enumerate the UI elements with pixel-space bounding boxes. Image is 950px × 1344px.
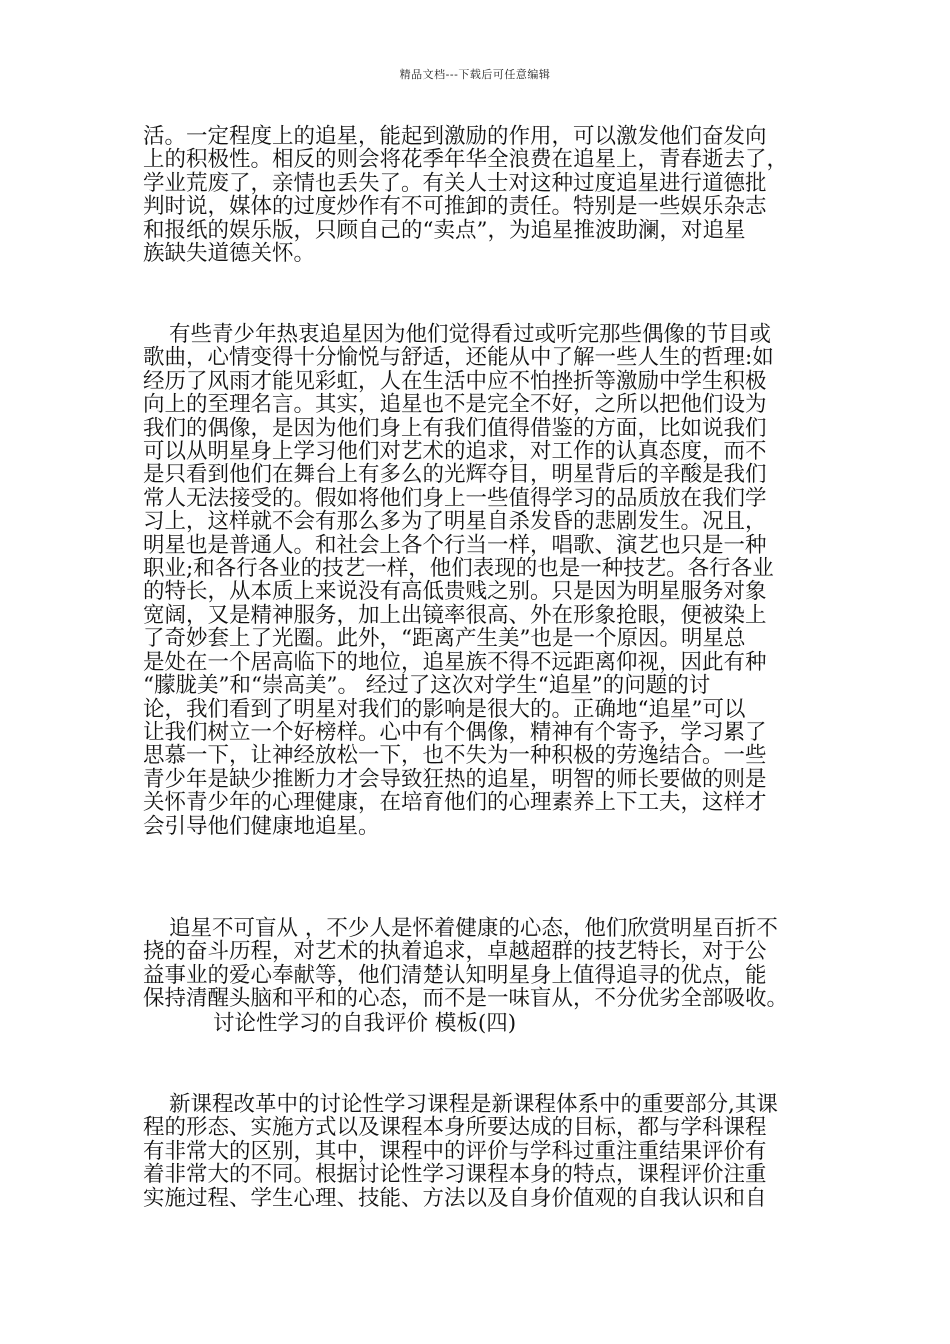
paragraph-4-text: 新课程改革中的讨论性学习课程是新课程体系中的重要部分,其课 程的形态、实施方式以及课程本身所要达成的目标，都与学科课程 有非常大的区别，其中，课程中的评价与学科过重注重结果评价有 着非常大的不同。根据讨论性学习课程本身的特点，课程评价注重 实施过程、学生心理、技能、方法以及自身价值观的自我认识和自 (143, 1092, 778, 1211)
paragraph-3-text: 追星不可盲从 ，不少人是怀着健康的心态，他们欣赏明星百折不 挠的奋斗历程，对艺术的执着追求，卓越超群的技艺特长，对于公 益事业的爱心奉献等，他们清楚认知明星身上值得追寻的优点，能 保持清醒头脑和平和的心态，而不是一味盲从，不分优劣全部吸收。 (143, 916, 789, 1012)
page-header: 精品文档---下载后可任意编辑 (399, 68, 551, 81)
paragraph-1: 活。一定程度上的追星，能起到激励的作用，可以激发他们奋发向 上的积极性。相反的则会将花季年华全浪费在追星上，青春逝去了， 学业荒废了，亲情也丢失了。有关人士对这种过度追星进行道德批 判时说，媒体的过度炒作有不可推卸的责任。特别是一些娱乐杂志 和报纸的娱乐版，只顾自己的“卖点”，为追星推波助澜，对追星 族缺失道德关怀。 (143, 124, 789, 267)
paragraph-4 (143, 1093, 778, 1210)
paragraph-3 (143, 917, 788, 1011)
section-heading: 讨论性学习的自我评价 模板(四) (213, 1011, 517, 1036)
paragraph-2-text: 有些青少年热衷追星因为他们觉得看过或听完那些偶像的节目或 歌曲，心情变得十分愉悦与舒适，还能从中了解一些人生的哲理:如 经历了风雨才能见彩虹，人在生活中应不怕挫折等激励中学生积极 向上的至理名言。其实，追星也不是完全不好，之所以把他们设为 我们的偶像，是因为他们身上有我们值得借鉴的方面，比如说我们 可以从明星身上学习他们对艺术的追求，对工作的认真态度，而不 是只看到他们在舞台上有多么的光辉夺目，明星背后的辛酸是我们 常人无法接受的。假如将他们身上一些值得学习的品质放在我们学 习上，这样就不会有那么多为了明星自杀发昏的悲剧发生。况且， 明星也是普通人。和社会上各个行当一样，唱歌、演艺也只是一种 职业;和各行各业的技艺一样，他们表现的也是一种技艺。各行各业 的特长，从本质上来说没有高低贵贱之别。只是因为明星服务对象 宽阔，又是精神服务，加上出镜率很高、外在形象抢眼，便被染上 了奇妙套上了光圈。此外，“距离产生美”也是一个原因。明星总 是处在一个居高临下的地位，追星族不得不远距离仰视，因此有种 “朦胧美”和“崇高美”。 经过了这次对学生“追星”的问题的讨 论，我们看到了明星对我们的影响是很大的。正确地“追星”可以 让我们树立一个好榜样。心中有个偶像，精神有个寄予，学习累了 思慕一下，让神经放松一下，也不失为一种积极的劳逸结合。一些 青少年是缺少推断力才会导致狂热的追星，明智的师长要做的则是 关怀青少年的心理健康，在培育他们的心理素养上下工夫，这样才 会引导他们健康地追星。 (143, 322, 774, 839)
paragraph-2 (143, 323, 774, 838)
